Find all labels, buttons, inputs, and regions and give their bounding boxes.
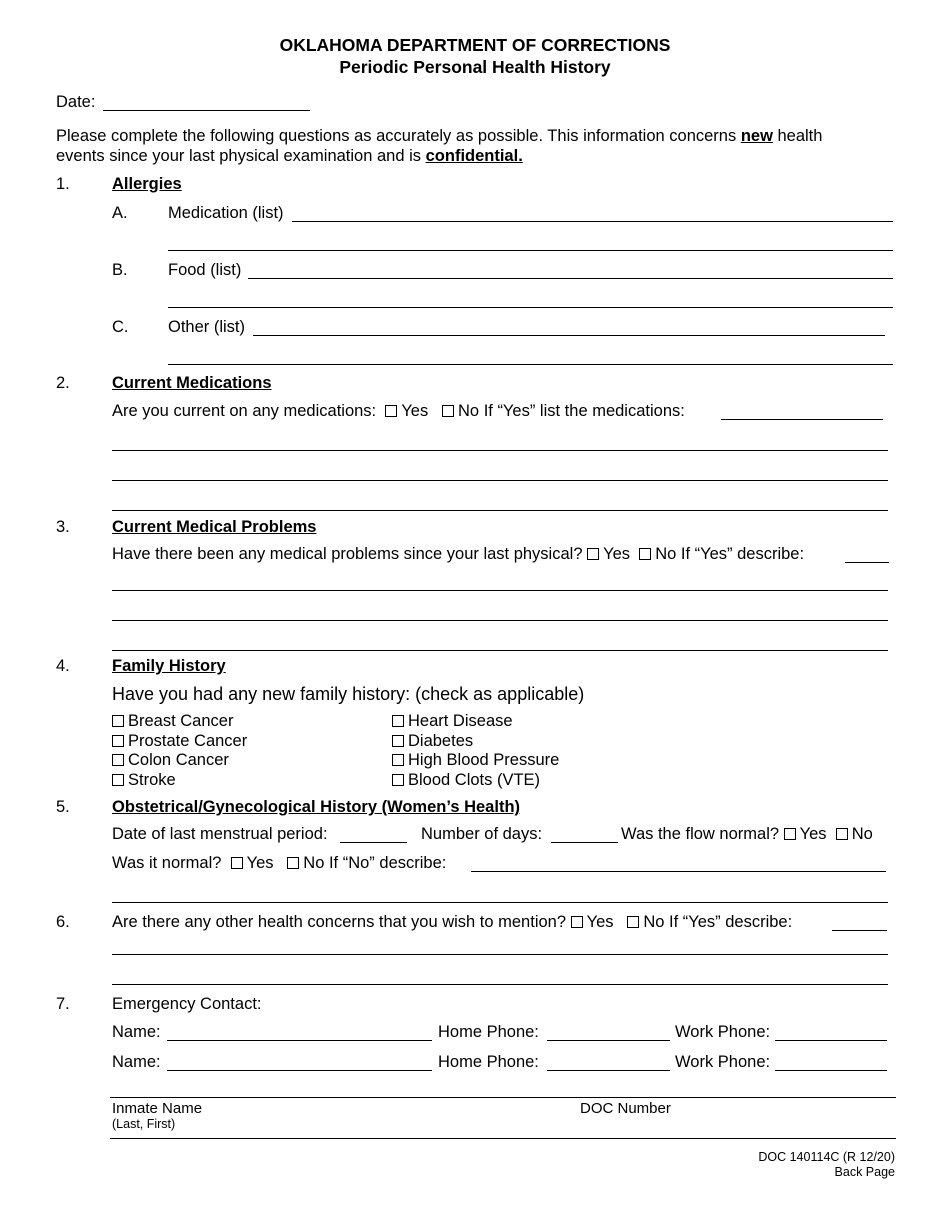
allergy-a-letter: A. [112,204,128,222]
problems-line-3[interactable] [112,650,888,651]
stroke-checkbox[interactable] [112,774,124,786]
medical-problems-heading: Current Medical Problems [112,518,317,536]
section-2-number: 2. [56,374,70,392]
medications-list-field[interactable] [721,419,883,420]
contact-1-work-field[interactable] [775,1040,887,1041]
footer-bottom-rule [110,1138,896,1139]
breast-cancer-checkbox[interactable] [112,715,124,727]
problems-line-2[interactable] [112,620,888,621]
family-item-diabetes[interactable]: Diabetes [392,732,473,752]
family-item-high-blood-pressure[interactable]: High Blood Pressure [392,751,559,771]
current-medications-heading: Current Medications [112,374,272,392]
food-allergy-label: Food (list) [168,261,242,279]
flow-normal-row: Was the flow normal? Yes No [621,825,873,843]
contact-1-work-label: Work Phone: [675,1023,771,1041]
medications-line-2[interactable] [112,480,888,481]
contact-2-home-field[interactable] [547,1070,670,1071]
diabetes-checkbox[interactable] [392,735,404,747]
concerns-line-2[interactable] [112,984,888,985]
medications-line-1[interactable] [112,450,888,451]
contact-1-home-label: Home Phone: [438,1023,539,1041]
high-blood-pressure-checkbox[interactable] [392,754,404,766]
new-emphasis: new [740,127,773,145]
allergy-c-letter: C. [112,318,129,336]
contact-2-work-field[interactable] [775,1070,887,1071]
section-6-number: 6. [56,913,70,931]
concerns-yes-checkbox[interactable] [571,916,583,928]
medication-allergy-field-line-2[interactable] [168,250,893,251]
family-item-blood-clots[interactable]: Blood Clots (VTE) [392,771,540,791]
agency-title: OKLAHOMA DEPARTMENT OF CORRECTIONS [279,35,671,55]
section-1-number: 1. [56,175,70,193]
intro-line-1: Please complete the following questions as accurately as possible. This information concerns new health [56,127,823,145]
section-3-number: 3. [56,518,70,536]
inmate-name-label: Inmate Name [112,1100,203,1117]
prostate-cancer-checkbox[interactable] [112,735,124,747]
obgyn-line-1[interactable] [112,902,888,903]
medications-question-row: Are you current on any medications: Yes No If “Yes” list the medications: [112,402,685,420]
footer-top-rule [110,1097,896,1098]
obgyn-heading: Obstetrical/Gynecological History (Women’s Health) [112,798,521,816]
medical-problems-question-row: Have there been any medical problems since your last physical? Yes No If “Yes” describe: [112,545,805,563]
number-of-days-label: Number of days: [421,825,543,843]
section-4-number: 4. [56,657,70,675]
family-item-heart-disease[interactable]: Heart Disease [392,712,513,732]
medications-no-checkbox[interactable] [442,405,454,417]
flow-no-checkbox[interactable] [836,828,848,840]
problems-yes-checkbox[interactable] [587,548,599,560]
last-first-label: (Last, First) [112,1117,176,1131]
contact-2-home-label: Home Phone: [438,1053,539,1071]
section-7-number: 7. [56,995,70,1013]
food-allergy-field-line-2[interactable] [168,307,893,308]
normal-no-checkbox[interactable] [287,857,299,869]
medication-allergy-label: Medication (list) [168,204,284,222]
section-5-number: 5. [56,798,70,816]
other-concerns-question-row: Are there any other health concerns that you wish to mention? Yes No If “Yes” describe: [112,913,793,931]
contact-2-name-label: Name: [112,1053,161,1071]
blood-clots-checkbox[interactable] [392,774,404,786]
medication-allergy-field[interactable] [292,221,893,222]
confidential-emphasis: confidential. [425,147,523,165]
normal-yes-checkbox[interactable] [231,857,243,869]
family-item-prostate-cancer[interactable]: Prostate Cancer [112,732,247,752]
other-allergy-label: Other (list) [168,318,246,336]
contact-2-work-label: Work Phone: [675,1053,771,1071]
allergy-b-letter: B. [112,261,128,279]
contact-1-name-field[interactable] [167,1040,432,1041]
emergency-contact-heading: Emergency Contact: [112,995,262,1013]
medications-line-3[interactable] [112,510,888,511]
other-allergy-field-line-2[interactable] [168,364,893,365]
contact-1-home-field[interactable] [547,1040,670,1041]
other-allergy-field[interactable] [253,335,885,336]
food-allergy-field[interactable] [248,278,893,279]
date-label: Date: [56,93,96,111]
contact-2-name-field[interactable] [167,1070,432,1071]
problems-line-1[interactable] [112,590,888,591]
was-it-normal-row: Was it normal? Yes No If “No” describe: [112,854,447,872]
date-field[interactable] [103,110,310,111]
contact-1-name-label: Name: [112,1023,161,1041]
problems-describe-field[interactable] [845,562,889,563]
normal-describe-field[interactable] [471,871,886,872]
concerns-describe-field[interactable] [832,930,887,931]
form-title: Periodic Personal Health History [339,57,611,77]
concerns-line-1[interactable] [112,954,888,955]
family-item-breast-cancer[interactable]: Breast Cancer [112,712,233,732]
number-of-days-field[interactable] [551,842,618,843]
heart-disease-checkbox[interactable] [392,715,404,727]
problems-no-checkbox[interactable] [639,548,651,560]
doc-number-label: DOC Number [580,1100,671,1117]
lmp-field[interactable] [340,842,407,843]
family-item-colon-cancer[interactable]: Colon Cancer [112,751,229,771]
family-item-stroke[interactable]: Stroke [112,771,176,791]
form-code: DOC 140114C (R 12/20) [758,1150,895,1164]
family-history-question: Have you had any new family history: (check as applicable) [112,684,585,704]
medications-yes-checkbox[interactable] [385,405,397,417]
family-history-heading: Family History [112,657,226,675]
page-label: Back Page [834,1165,895,1179]
intro-line-2: events since your last physical examination and is confidential. [56,147,523,165]
colon-cancer-checkbox[interactable] [112,754,124,766]
flow-yes-checkbox[interactable] [784,828,796,840]
lmp-label: Date of last menstrual period: [112,825,328,843]
allergies-heading: Allergies [112,175,182,193]
concerns-no-checkbox[interactable] [627,916,639,928]
